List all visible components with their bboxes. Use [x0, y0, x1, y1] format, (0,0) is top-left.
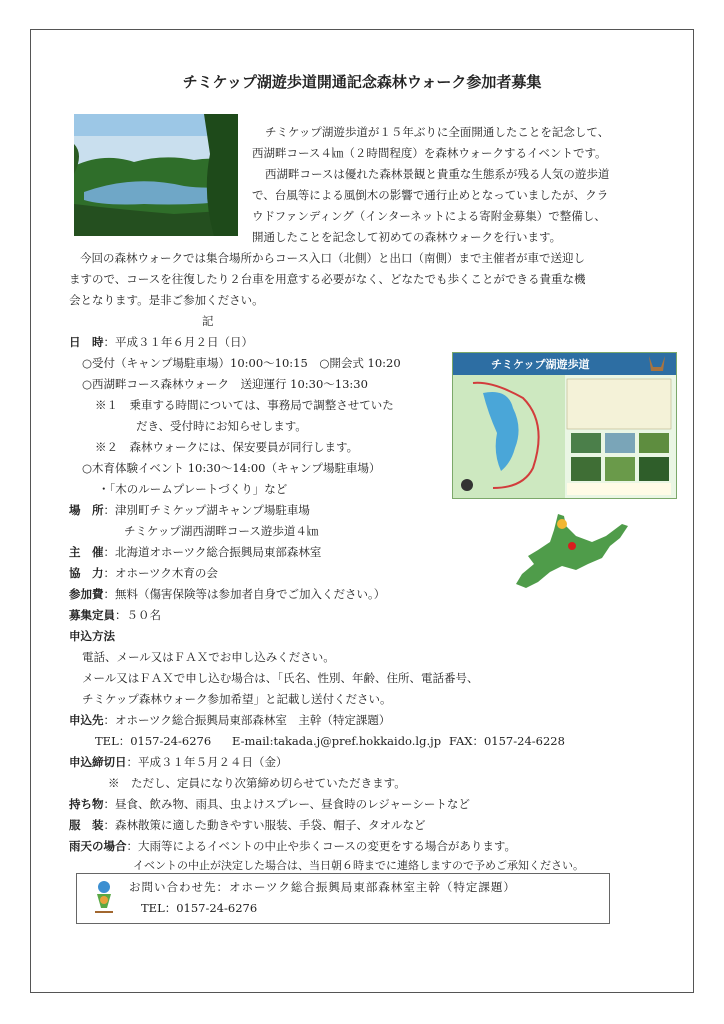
contact-email[interactable]: E-mail:takada.j@pref.hokkaido.lg.jp [232, 734, 442, 748]
coop-row [69, 563, 218, 584]
capacity-row [69, 605, 161, 626]
place-value-2: チミケップ湖西湖畔コース遊歩道４㎞ [124, 524, 319, 538]
schedule-walk: ○西湖畔コース森林ウォーク 送迎運行 10:30～13:30 [82, 377, 368, 391]
host-row [69, 542, 321, 563]
dress-row [69, 815, 426, 836]
para2-line-1: 今回の森林ウォークでは集合場所からコース入口（北側）と出口（南側）まで主催者が車で送迎し [80, 251, 585, 265]
place-value-1: ：津別町チミケップ湖キャンプ場駐車場 [103, 503, 310, 517]
host-value: ：北海道オホーツク総合振興局東部森林室 [103, 545, 322, 559]
rain-label: 雨天の場合 [69, 839, 127, 853]
page-title: チミケップ湖遊歩道開通記念森林ウォーク参加者募集 [182, 73, 542, 91]
deadline-note: ※ ただし、定員になり次第締め切らせていただきます。 [108, 776, 406, 790]
coop-label: 協 力 [69, 566, 104, 580]
place-label: 場 所 [69, 503, 104, 517]
deadline-row [69, 752, 288, 773]
rain-note: イベントの中止が決定した場合は、当日朝６時までに連絡しますので予めご承知ください。 [133, 859, 584, 872]
bring-value: ：昼食、飲み物、雨具、虫よけスプレー、昼食時のレジャーシートなど [103, 797, 470, 811]
intro-line-1: チミケップ湖遊歩道が１５年ぶりに全面開通したことを記念して、 [265, 125, 610, 139]
fee-row [69, 584, 385, 605]
coop-value: ：オホーツク木育の会 [103, 566, 218, 580]
contact-tel: TEL：0157-24-6276 [95, 734, 212, 748]
bring-label: 持ち物 [69, 797, 104, 811]
date-row [69, 332, 253, 353]
trail-map [452, 352, 677, 499]
host-label: 主 催 [69, 545, 104, 559]
dress-label: 服 装 [69, 818, 104, 832]
schedule-reception: ○受付（キャンプ場駐車場）10:00～10:15 ○開会式 10:20 [82, 356, 401, 370]
para2-line-2: ますので、コースを往復したり２台車を用意する必要がなく、どなたでも歩くことができる貴重な機 [69, 272, 586, 286]
apply-line-2: メール又はＦＡＸで申し込む場合は、「氏名、性別、年齢、住所、電話番号、 [82, 671, 479, 685]
apply-to-label: 申込先 [69, 713, 104, 727]
intro-line-6: 開通したことを記念して初めての森林ウォークを行います。 [252, 230, 562, 244]
rain-row [69, 836, 516, 857]
bring-row [69, 794, 470, 815]
apply-to-row [69, 710, 390, 731]
place-row [69, 500, 310, 521]
fee-value: ：無料（傷害保険等は参加者自身でご加入ください。） [103, 587, 386, 601]
fee-label: 参加費 [69, 587, 104, 601]
ki-mark: 記 [202, 314, 214, 328]
dress-value: ：森林散策に適した動きやすい服装、手袋、帽子、タオルなど [103, 818, 426, 832]
apply-line-1: 電話、メール又はＦＡＸでお申し込みください。 [82, 650, 335, 664]
note-2: ※２ 森林ウォークには、保安要員が同行します。 [95, 440, 359, 454]
intro-line-3: 西湖畔コースは優れた森林景観と貴重な生態系が残る人気の遊歩道 [265, 167, 610, 181]
inquiry-box [76, 873, 610, 924]
trail-map-title: チミケップ湖遊歩道 [491, 358, 590, 371]
inquiry-tel: TEL：0157-24-6276 [141, 901, 258, 915]
schedule-mokuiku: ○木育体験イベント 10:30～14:00（キャンプ場駐車場） [82, 461, 381, 475]
deadline-value: ：平成３１年５月２４日（金） [126, 755, 288, 769]
date-label: 日 時 [69, 335, 104, 349]
rain-value: ：大雨等によるイベントの中止や歩くコースの変更をする場合があります。 [126, 839, 517, 853]
schedule-mokuiku-detail: ・「木のルームプレートづくり」など [98, 482, 288, 496]
note-1b: だき、受付時にお知らせします。 [136, 419, 307, 433]
capacity-label: 募集定員 [69, 608, 115, 622]
hokkaido-location-map [506, 512, 630, 592]
lake-photo [74, 114, 238, 236]
note-1a: ※１ 乗車する時間については、事務局で調整させていた [95, 398, 394, 412]
intro-line-5: ウドファンディング（インターネットによる寄附金募集）で整備し、 [252, 209, 606, 223]
date-value: ：平成３１年６月２日（日） [103, 335, 253, 349]
para2-line-3: 会となります。是非ご参加ください。 [69, 293, 264, 307]
mokuiku-logo [87, 878, 121, 920]
deadline-label: 申込締切日 [69, 755, 127, 769]
apply-line-3: チミケップ森林ウォーク参加希望」と記載し送付ください。 [82, 692, 392, 706]
capacity-value: ：５０名 [115, 608, 161, 622]
apply-label: 申込方法 [69, 629, 115, 643]
apply-to-value: ：オホーツク総合振興局東部森林室 主幹（特定課題） [103, 713, 391, 727]
intro-line-4: で、台風等による風倒木の影響で通行止めとなっていましたが、クラ [252, 188, 609, 202]
inquiry-text: お問い合わせ先：オホーツク総合振興局東部森林室主幹（特定課題） [129, 880, 516, 894]
intro-line-2: 西湖畔コース４㎞（２時間程度）を森林ウォークするイベントです。 [252, 146, 607, 160]
contact-fax: FAX：0157-24-6228 [449, 734, 565, 748]
